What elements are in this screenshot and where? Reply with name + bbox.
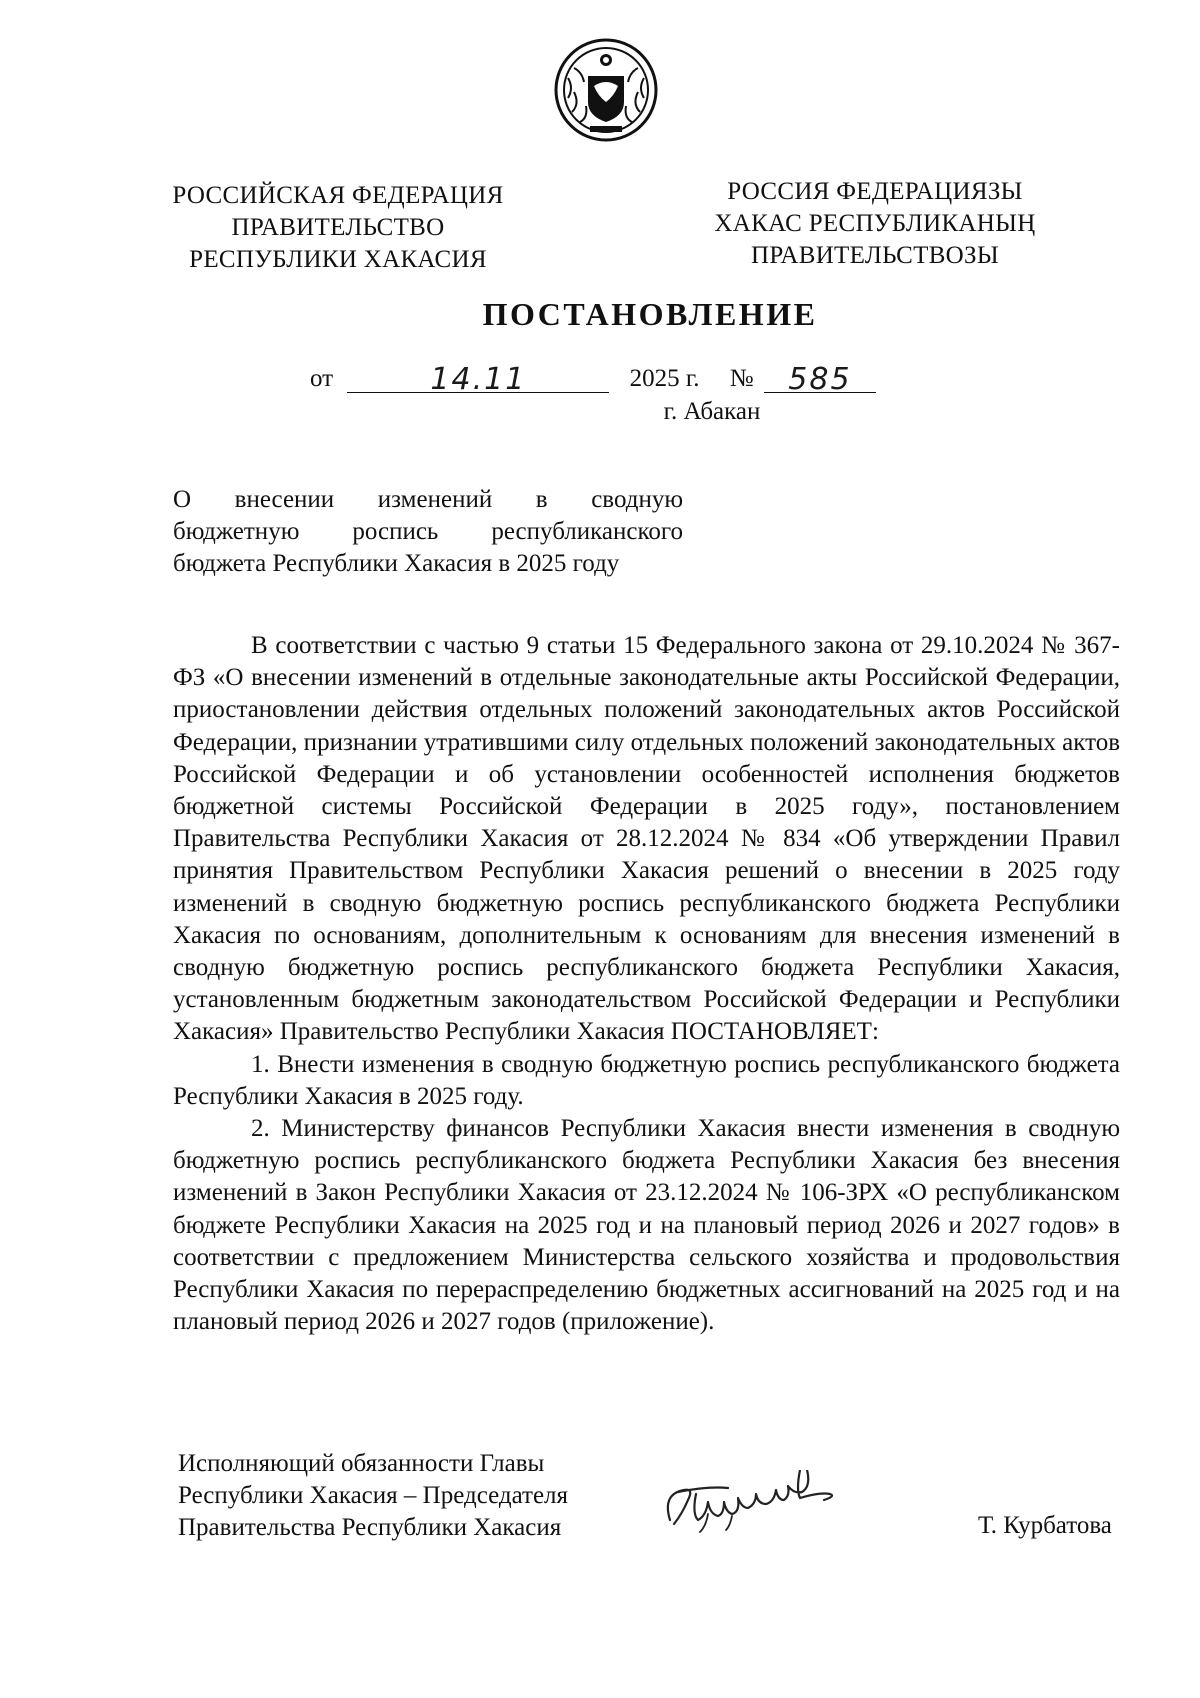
header-left-ru — [158, 180, 518, 276]
number-label: № — [729, 365, 754, 392]
document-body — [173, 630, 1120, 1338]
header-left-line: ПРАВИТЕЛЬСТВО — [231, 214, 445, 241]
date-field — [347, 362, 609, 397]
header-right-line: ПРАВИТЕЛЬСТВОЗЫ — [751, 242, 999, 269]
date-number-line — [310, 362, 876, 396]
header-left-line: РОССИЙСКАЯ ФЕДЕРАЦИЯ — [172, 182, 504, 209]
body-paragraph: В соответствии с частью 9 статьи 15 Федерального закона от 29.10.2024 № 367-ФЗ «О внесении изменений в отдельные законодательные акты Российской Федерации, приостановлении действия отдельных положений законодательных актов Российской Федерации, признании утратившими силу отдельных положений законодательных актов Российской Федерации и об установлении особенностей исполнения бюджетов бюджетной системы Российской Федерации в 2025 году», постановлением Правительства Республики Хакасия от 28.12.2024 № 834 «Об утверждении Правил принятия Правительством Республики Хакасия решений о внесении в 2025 году изменений в сводную бюджетную роспись республиканского бюджета Республики Хакасия по основаниям, дополнительным к основаниям для внесения изменений в сводную бюджетную роспись республиканского бюджета Республики Хакасия, установленным бюджетным законодательством Российской Федерации и Республики Хакасия» Правительство Республики Хакасия ПОСТАНОВЛЯЕТ: — [173, 632, 1120, 1046]
subject-line: бюджета Республики Хакасия в 2025 году — [173, 550, 620, 577]
subject-line: О внесении изменений в сводную — [173, 486, 683, 513]
handwritten-number: 585 — [788, 362, 852, 397]
body-paragraph: 1. Внести изменения в сводную бюджетную роспись республиканского бюджета Республики Хакасия в 2025 году. — [173, 1050, 1120, 1110]
from-label: от — [310, 365, 334, 392]
coat-of-arms-icon — [554, 38, 658, 142]
document-title: ПОСТАНОВЛЕНИЕ — [482, 296, 818, 332]
document-subject — [173, 484, 683, 580]
signatory-position-line: Правительства Республики Хакасия — [178, 1514, 562, 1541]
body-paragraph: 2. Министерству финансов Республики Хакасия внести изменения в сводную бюджетную роспись республиканского бюджета Республики Хакасия без внесения изменений в Закон Республики Хакасия от 23.12.2024 № 106-ЗРХ «О республиканском бюджете Республики Хакасия на 2025 год и на плановый период 2026 и 2027 годов» в соответствии с предложением Министерства сельского хозяйства и продовольствия Республики Хакасия по перераспределению бюджетных ассигнований на 2025 год и на плановый период 2026 и 2027 годов (приложение). — [173, 1115, 1120, 1336]
year-label: 2025 г. — [629, 365, 700, 392]
header-left-line: РЕСПУБЛИКИ ХАКАСИЯ — [189, 246, 487, 273]
number-field — [764, 362, 876, 397]
city-label: г. Абакан — [663, 398, 761, 425]
header-right-line: РОССИЯ ФЕДЕРАЦИЯЗЫ — [727, 178, 1023, 205]
header-right-khakas — [700, 176, 1050, 272]
signatory-position — [178, 1448, 568, 1544]
subject-line: бюджетную роспись республиканского — [173, 518, 683, 545]
signature-icon — [650, 1470, 880, 1540]
handwritten-date: 14.11 — [430, 362, 527, 397]
signatory-name: Т. Курбатова — [978, 1512, 1112, 1539]
signatory-position-line: Исполняющий обязанности Главы — [178, 1450, 545, 1477]
header-right-line: ХАКАС РЕСПУБЛИКАНЫҢ — [714, 210, 1036, 237]
signatory-position-line: Республики Хакасия – Председателя — [178, 1482, 569, 1509]
